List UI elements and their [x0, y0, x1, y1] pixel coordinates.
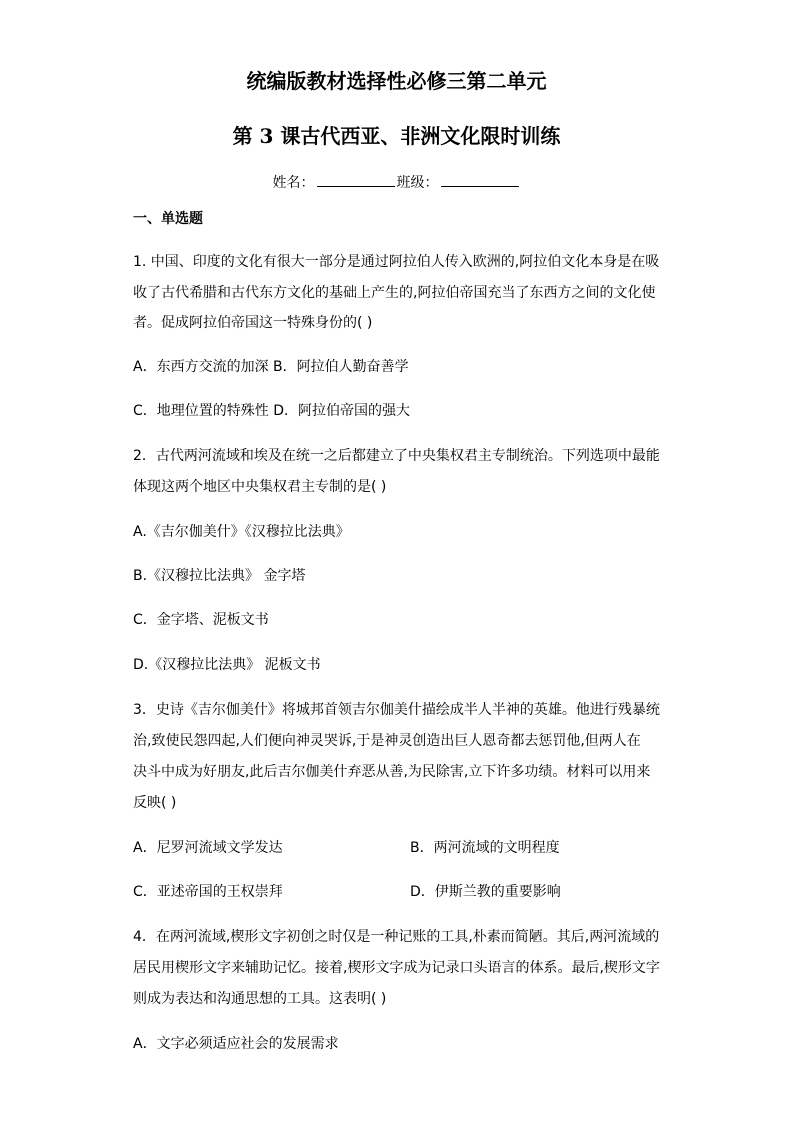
name-label: 姓名：	[272, 175, 315, 191]
question-3-option-c: C．亚述帝国的王权崇拜	[133, 884, 283, 900]
question-4-line-3: 则成为表达和沟通思想的工具。这表明( )	[133, 991, 387, 1007]
question-2-line-2: 体现这两个地区中央集权君主专制的是( )	[133, 479, 387, 495]
question-4-option-a: A．文字必须适应社会的发展需求	[133, 1036, 339, 1052]
question-3-line-4: 反映( )	[133, 795, 177, 811]
document-title: 统编版教材选择性必修三第二单元	[246, 69, 547, 93]
class-blank	[441, 172, 519, 187]
question-1-line-1: 1. 中国、印度的文化有很大一部分是通过阿拉伯人传入欧洲的,阿拉伯文化本身是在吸	[133, 254, 660, 270]
question-1-line-2: 收了古代希腊和古代东方文化的基础上产生的,阿拉伯帝国充当了东西方之间的文化使	[133, 285, 656, 301]
question-1-options-cd: C．地理位置的特殊性 D．阿拉伯帝国的强大	[133, 403, 411, 419]
question-2-option-c: C．金字塔、泥板文书	[133, 612, 269, 628]
question-3-line-2: 治,致使民怨四起,人们便向神灵哭诉,于是神灵创造出巨人恩奇都去惩罚他,但两人在	[133, 733, 641, 749]
question-2-option-a: A.《吉尔伽美什》《汉穆拉比法典》	[133, 524, 350, 540]
question-1-options-ab: A．东西方交流的加深 B．阿拉伯人勤奋善学	[133, 359, 409, 375]
question-2-option-d: D.《汉穆拉比法典》 泥板文书	[133, 657, 321, 673]
section-heading: 一、单选题	[133, 211, 203, 227]
name-blank	[317, 172, 395, 187]
question-2-line-1: 2．古代两河流域和埃及在统一之后都建立了中央集权君主专制统治。下列选项中最能	[133, 448, 660, 464]
class-label: 班级：	[396, 175, 439, 191]
question-3-option-a: A．尼罗河流域文学发达	[133, 840, 283, 856]
question-3-line-3: 决斗中成为好朋友,此后吉尔伽美什弃恶从善,为民除害,立下许多功绩。材料可以用来	[133, 764, 651, 780]
question-3-option-d: D．伊斯兰教的重要影响	[410, 884, 561, 900]
question-1-line-3: 者。促成阿拉伯帝国这一特殊身份的( )	[133, 315, 373, 331]
question-4-line-1: 4．在两河流域,楔形文字初创之时仅是一种记账的工具,朴素而简陋。其后,两河流域的	[133, 929, 660, 945]
document-subtitle: 第 3 课古代西亚、非洲文化限时训练	[232, 124, 561, 148]
student-info-line	[0, 172, 793, 193]
question-3-line-1: 3．史诗《吉尔伽美什》将城邦首领吉尔伽美什描绘成半人半神的英雄。他进行残暴统	[133, 702, 660, 718]
question-2-option-b: B.《汉穆拉比法典》 金字塔	[133, 568, 306, 584]
question-4-line-2: 居民用楔形文字来辅助记忆。接着,楔形文字成为记录口头语言的体系。最后,楔形文字	[133, 960, 660, 976]
question-3-option-b: B．两河流域的文明程度	[410, 840, 560, 856]
